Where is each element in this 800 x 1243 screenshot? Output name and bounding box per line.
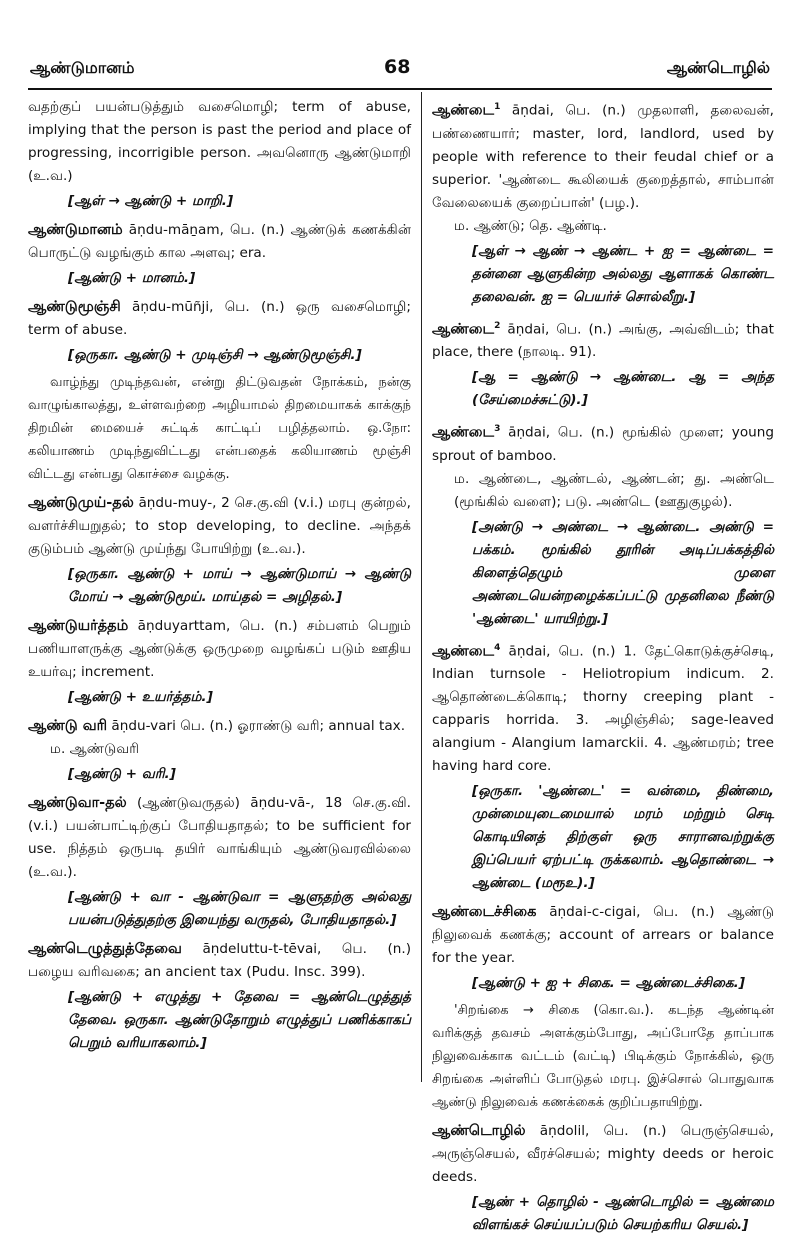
entry-headword: ஆண்டை — [432, 321, 495, 338]
etymology: [ஆண்டு + எழுத்து + தேவை = ஆண்டெழுத்துத் தேவை. ஒருகா. ஆண்டுதோறும் எழுத்துப் பணிக்காகப் பெறும் வரியாகலாம்.] — [68, 989, 411, 1051]
entry-headword: ஆண்டொழில் — [432, 1123, 526, 1140]
entry-headword: ஆண்டை — [432, 102, 495, 119]
dictionary-entry — [28, 296, 411, 486]
cognates: ம. ஆண்டை, ஆண்டல், ஆண்டன்; து. அண்டெ (மூங்கில் வளை); படு. அண்டெ (ஊதுகுழல்). — [454, 470, 774, 510]
entry-definition: āṇdai, பெ. (n.) மூங்கில் முளை; young sprout of bamboo. — [432, 424, 774, 464]
entry-headword: ஆண்டுமூஞ்சி — [28, 299, 121, 315]
page-number: 68 — [384, 56, 411, 78]
etymology: [ஆள் → ஆண் → ஆண்ட + ஐ = ஆண்டை = தன்னை ஆளுகின்ற அல்லது ஆளாகக் கொண்ட தலைவன். ஐ = பெயர்ச் சொல்லீறு.] — [472, 242, 774, 305]
entry-body — [28, 296, 411, 342]
dictionary-entry — [432, 901, 774, 1114]
entry-body — [432, 96, 774, 215]
dictionary-entry — [28, 615, 411, 709]
entry-body — [28, 96, 411, 188]
dictionary-entry — [432, 637, 774, 896]
dictionary-entry — [28, 792, 411, 932]
entry-headword: ஆண்டுவா-தல் — [28, 795, 127, 811]
dictionary-entry — [28, 219, 411, 290]
entry-body — [28, 715, 411, 738]
entry-headword: ஆண்டு வரி — [28, 718, 108, 734]
page-header — [0, 0, 800, 78]
etymology: [ஆண்டு + வா - ஆண்டுவா = ஆளுதற்கு அல்லது பயன்படுத்துதற்கு இயைந்து வருதல், போதியதாதல்.] — [68, 889, 411, 928]
entry-headword: ஆண்டை — [432, 424, 495, 441]
running-head-right: ஆண்டொழில் — [666, 58, 770, 77]
entry-definition: āṇdu-vari பெ. (n.) ஓராண்டு வரி; annual tax. — [107, 718, 406, 734]
entry-headword: ஆண்டெழுத்துத்தேவை — [28, 941, 182, 957]
dictionary-entry — [432, 418, 774, 631]
entry-body — [432, 1120, 774, 1189]
running-head-left: ஆண்டுமானம் — [30, 58, 135, 77]
entry-body — [432, 418, 774, 468]
entry-headword: ஆண்டை — [432, 643, 495, 660]
left-column — [28, 96, 411, 1061]
entry-body — [432, 901, 774, 970]
entry-definition: āṇdu-māṉam, பெ. (n.) ஆண்டுக் கணக்கின் பொருட்டு வழங்கும் கால அளவு; era. — [28, 222, 411, 261]
etymology: [ஒருகா. 'ஆண்டை' = வன்மை, திண்மை, முன்மையுடைமையால் மரம் மற்றும் செடி கொடியினத் திற்குள் ஒரு சாரானவற்றுக்கு இப்பெயர் ஏற்பட்டி ருக்கலாம். ஆதொண்டை → ஆண்டை (மரூஉ).] — [472, 783, 774, 892]
etymology: [ஒருகா. ஆண்டு + மாய் → ஆண்டுமாய் → ஆண்டு மோய் → ஆண்டுமூய். மாய்தல் = அழிதல்.] — [68, 566, 411, 605]
entry-headword: ஆண்டுமானம் — [28, 222, 123, 238]
entry-definition: āṇdai, பெ. (n.) அங்கு, அவ்விடம்; that place, there (நாலடி. 91). — [432, 321, 774, 361]
etymology: [ஆண்டு + உயர்த்தம்.] — [68, 689, 213, 705]
entry-headword: ஆண்டுயர்த்தம் — [28, 618, 129, 634]
entry-definition: āṇdu-mūñji, பெ. (n.) ஒரு வசைமொழி; term of abuse. — [28, 299, 411, 338]
entry-note: வாழ்ந்து முடிந்தவன், என்று திட்டுவதன் நோக்கம், நன்கு வாழுங்காலத்து, உள்ளவற்றை அழியாமல் திறமையாகக் காக்குந் திறமின் மையைச் சுட்டிக் காட்டிப் பழித்தலாம். ஒ.நோ: கலியாணம் முடிந்துவிட்டது என்பதைக் கலியாணம் மூஞ்சி விட்டது என்பது கொச்சை வழக்கு. — [28, 375, 411, 482]
entry-definition: āṇdai-c-cigai, பெ. (n.) ஆண்டு நிலுவைக் கணக்கு; account of arrears or balance for the year. — [432, 904, 774, 967]
dictionary-entry — [28, 938, 411, 1055]
etymology: [ஆண்டு + ஐ + சிகை. = ஆண்டைச்சிகை.] — [472, 975, 745, 992]
etymology: [ஆண்டு + வரி.] — [68, 766, 176, 782]
entry-definition: வதற்குப் பயன்படுத்தும் வசைமொழி; term of abuse, implying that the person is past the period and place of progressing, incorrigible person. அவனொரு ஆண்டுமாறி (உ.வ.) — [28, 99, 411, 184]
etymology: [ஆண்டு + மானம்.] — [68, 270, 196, 286]
entry-body — [28, 492, 411, 561]
entry-body — [28, 938, 411, 984]
entry-definition: āṇdu-muy-, 2 செ.கு.வி (v.i.) மரபு குன்றல், வளர்ச்சியறுதல்; to stop developing, to decline. அந்தக் குடும்பம் ஆண்டு முய்ந்து போயிற்று (உ.வ.). — [28, 495, 411, 557]
etymology: [அண்டு → அண்டை → ஆண்டை. அண்டு = பக்கம். மூங்கில் தூரின் அடிப்பக்கத்தில் கிளைத்தெழும் முளை அண்டையென்றழைக்கப்பட்டு முதனிலை நீண்டு 'ஆண்டை' யாயிற்று.] — [472, 518, 774, 627]
cognates: ம. ஆண்டுவரி — [50, 741, 139, 757]
entry-note: 'சிறங்கை → சிகை (கொ.வ.). கடந்த ஆண்டின் வரிக்குத் தவசம் அளக்கும்போது, அப்போதே தாப்பாக நிலுவைக்காக வட்டம் (வட்டி) பிடிக்கும் நோக்கில், ஒரு சிறங்கை அள்ளிப் போடுதல் மரபு. இச்சொல் பொதுவாக ஆண்டு நிலுவைக் கணக்கைக் குறிப்பதாயிற்று. — [432, 1003, 774, 1111]
entry-body — [28, 219, 411, 265]
entry-headword: ஆண்டைச்சிகை — [432, 904, 537, 921]
etymology: [ஆண் + தொழில் - ஆண்டொழில் = ஆண்மை விளங்கச் செய்யப்படும் செயற்கரிய செயல்.] — [472, 1194, 774, 1234]
homograph-number: 2 — [494, 320, 501, 331]
entry-definition: āṇdai, பெ. (n.) 1. தேட்கொடுக்குச்செடி, Indian turnsole - Heliotropium indicum. 2. ஆதொண்டைக்கொடி; thorny creeping plant - capparis horrida. 3. அழிஞ்சில்; sage-leaved alangium - Alangium lamarckii. 4. ஆண்மரம்; tree having hard core. — [432, 643, 774, 775]
entry-body — [28, 615, 411, 684]
entry-definition: āṇduyarttam, பெ. (n.) சம்பளம் பெறும் பணியாளருக்கு ஆண்டுக்கு ஒருமுறை வழங்கப் படும் ஊதிய உயர்வு; increment. — [28, 618, 411, 680]
header-rule — [28, 88, 772, 90]
dictionary-entry — [28, 96, 411, 213]
entry-body — [432, 637, 774, 779]
homograph-number: 4 — [494, 642, 501, 653]
entry-body — [28, 792, 411, 884]
homograph-number: 3 — [494, 424, 501, 435]
cognates: ம. ஆண்டு; தெ. ஆண்டி. — [454, 217, 607, 234]
entry-definition: (ஆண்டுவருதல்) āṇdu-vā-, 18 செ.கு.வி. (v.i.) பயன்பாட்டிற்குப் போதியதாதல்; to be sufficient for use. நித்தம் ஒருபடி தயிர் வாங்கியும் ஆண்டுவரவில்லை (உ.வ.). — [28, 795, 411, 880]
etymology: [ஆ = ஆண்டு → ஆண்டை. ஆ = அந்த (சேய்மைச்சுட்டு).] — [472, 369, 774, 409]
etymology: [ஆள் → ஆண்டு + மாறி.] — [68, 193, 234, 209]
entry-body — [432, 315, 774, 365]
entry-definition: āṇdeluttu-t-tēvai, பெ. (n.) பழைய வரிவகை; an ancient tax (Pudu. Insc. 399). — [28, 941, 411, 980]
entry-definition: āṇdai, பெ. (n.) முதலாளி, தலைவன், பண்ணையார்; master, lord, landlord, used by people with reference to their feudal chief or a superior. 'ஆண்டை கூலியைக் குறைத்தால், சாம்பான் வேலையைக் குறைப்பான்' (பழ.). — [432, 102, 774, 211]
homograph-number: 1 — [494, 102, 501, 112]
column-divider — [421, 92, 422, 1082]
entry-definition: āṇdolil, பெ. (n.) பெருஞ்செயல், அருஞ்செயல், வீரச்செயல்; mighty deeds or heroic deeds. — [432, 1123, 774, 1186]
dictionary-entry — [432, 315, 774, 413]
etymology: [ஒருகா. ஆண்டு + முடிஞ்சி → ஆண்டுமூஞ்சி.] — [68, 347, 362, 363]
entry-headword: ஆண்டுமுய்-தல் — [28, 495, 134, 511]
dictionary-entry — [432, 1120, 774, 1237]
dictionary-entry — [28, 715, 411, 786]
dictionary-entry — [432, 96, 774, 309]
dictionary-entry — [28, 492, 411, 609]
right-column — [432, 96, 774, 1243]
